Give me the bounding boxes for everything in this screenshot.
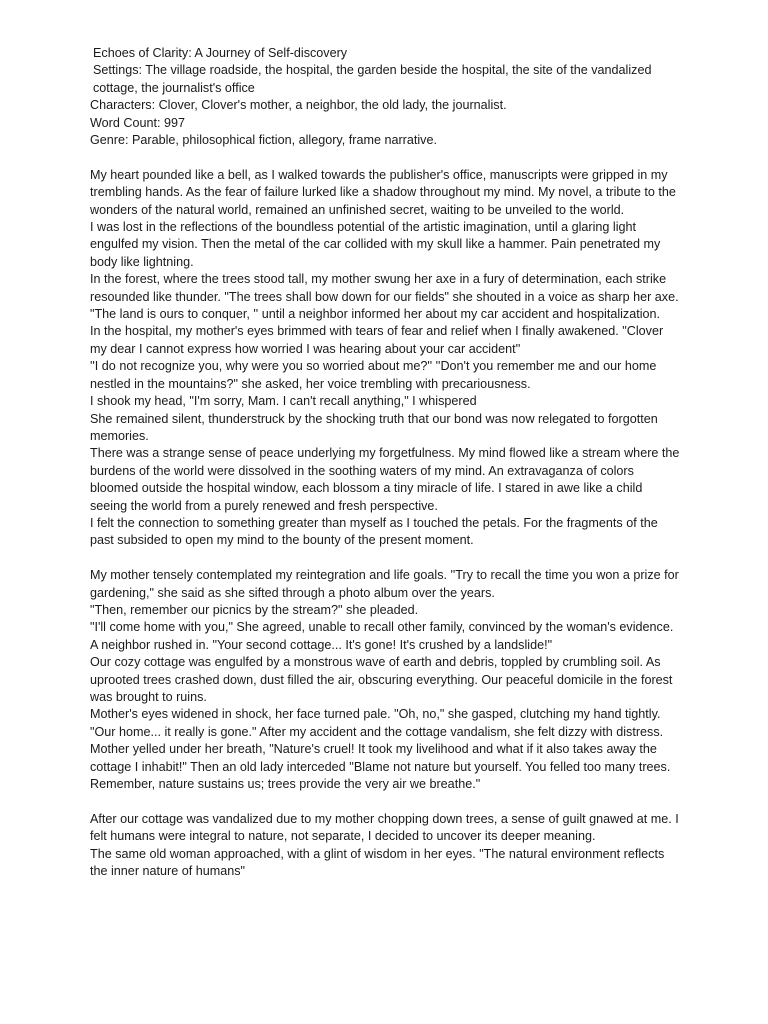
paragraph: A neighbor rushed in. "Your second cottage... It's gone! It's crushed by a landslide!" (90, 637, 553, 652)
word-count-line: Word Count: 997 (90, 115, 185, 130)
story-section-1 (90, 167, 682, 550)
document-page (90, 45, 682, 880)
genre-line: Genre: Parable, philosophical fiction, allegory, frame narrative. (90, 133, 437, 148)
paragraph: Our cozy cottage was engulfed by a monstrous wave of earth and debris, toppled by crumbling soil. As uprooted trees crashed down, dust filled the air, obscuring everything. Our peaceful domicile in the forest was brought to ruins. (90, 655, 673, 704)
paragraph: I was lost in the reflections of the boundless potential of the artistic imagination, until a glaring light engulfed my vision. Then the metal of the car collided with my skull like a hammer. Pain penetrated my body like lightning. (90, 220, 661, 269)
settings-line: Settings: The village roadside, the hospital, the garden beside the hospital, the site of the vandalized cottage, the journalist's office (93, 63, 652, 95)
paragraph: I felt the connection to something greater than myself as I touched the petals. For the fragments of the past subsided to open my mind to the bounty of the present moment. (90, 515, 658, 548)
paragraph: In the forest, where the trees stood tall, my mother swung her axe in a fury of determination, each strike resounded like thunder. "The trees shall bow down for our fields" she shouted in a voice as sharp her axe. "The land is ours to conquer, '' until a neighbor informed her about my car accident and hospitalization. (90, 272, 679, 322)
story-section-2 (90, 567, 682, 793)
story-title: Echoes of Clarity: A Journey of Self-discovery (93, 46, 348, 60)
paragraph: ''I do not recognize you, why were you so worried about me?'' ''Don't you remember me and our home nestled in the mountains?" she asked, her voice trembling with precariousness. (90, 359, 657, 391)
paragraph: She remained silent, thunderstruck by the shocking truth that our bond was now relegated to forgotten memories. (90, 411, 658, 443)
characters-line: Characters: Clover, Clover's mother, a neighbor, the old lady, the journalist. (90, 98, 507, 113)
story-section-3 (90, 811, 682, 881)
paragraph: "I'll come home with you," She agreed, unable to recall other family, convinced by the woman's evidence. (90, 620, 674, 635)
paragraph: Mother's eyes widened in shock, her face turned pale. "Oh, no," she gasped, clutching my hand tightly. (90, 707, 661, 722)
paragraph: My mother tensely contemplated my reintegration and life goals. ''Try to recall the time you won a prize for gardening," she said as she sifted through a photo album over the years. (90, 568, 679, 600)
paragraph: The same old woman approached, with a glint of wisdom in her eyes. "The natural environment reflects the inner nature of humans" (90, 846, 665, 879)
paragraph: "Then, remember our picnics by the stream?" she pleaded. (90, 602, 419, 617)
paragraph: In the hospital, my mother's eyes brimmed with tears of fear and relief when I finally awakened. "Clover my dear I cannot express how worried I was hearing about your car accident'' (90, 324, 664, 356)
document-header (90, 45, 682, 149)
paragraph: I shook my head, "I'm sorry, Mam. I can't recall anything," I whispered (90, 394, 477, 409)
paragraph: "Our home... it really is gone." After my accident and the cottage vandalism, she felt dizzy with distress. Mother yelled under her breath, "Nature's cruel! It took my livelihood and what if it also takes away the cottage I inhabit!" Then an old lady interceded ''Blame not nature but yourself. You felled too many trees. Remember, nature sustains us; trees provide the very air we breathe." (90, 724, 671, 792)
paragraph: There was a strange sense of peace underlying my forgetfulness. My mind flowed like a stream where the burdens of the world were dissolved in the soothing waters of my mind. An extravaganza of colors bloomed outside the hospital window, each blossom a tiny miracle of life. I stared in awe like a child seeing the world from a purely renewed and fresh perspective. (90, 446, 680, 513)
paragraph-gap (90, 550, 682, 567)
paragraph-gap (90, 793, 682, 810)
paragraph: My heart pounded like a bell, as I walked towards the publisher's office, manuscripts were gripped in my trembling hands. As the fear of failure lurked like a shadow throughout my mind. My novel, a tribute to the wonders of the natural world, remained an unfinished secret, waiting to be unveiled to the world. (90, 167, 676, 217)
paragraph-gap (90, 149, 682, 166)
paragraph: After our cottage was vandalized due to my mother chopping down trees, a sense of guilt gnawed at me. I felt humans were integral to nature, not separate, I decided to uncover its deeper meaning. (90, 811, 679, 844)
